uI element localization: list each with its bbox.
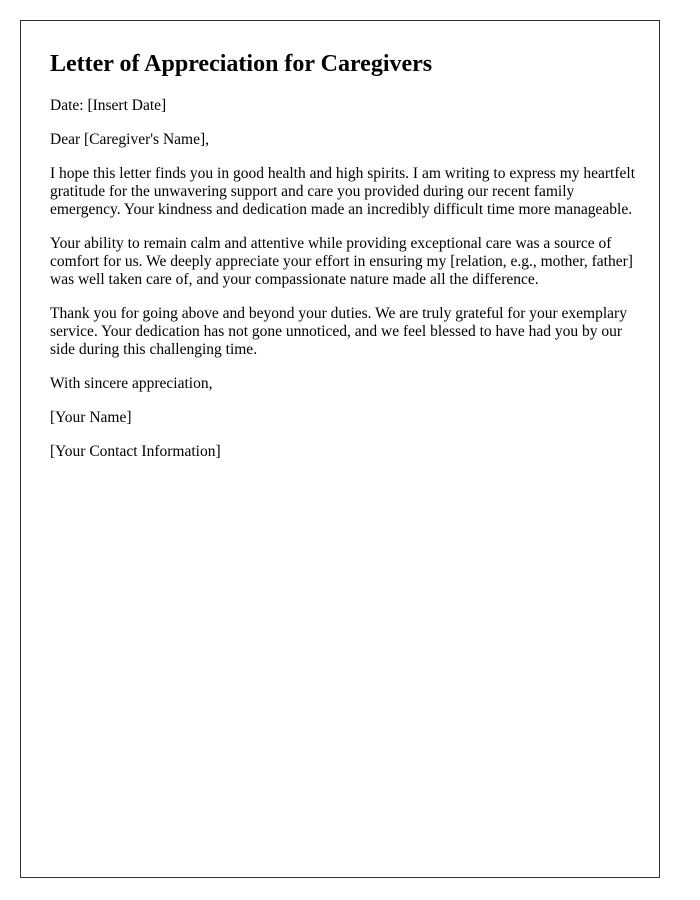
letter-paragraph-2: Your ability to remain calm and attentive while providing exceptional care was a source of comfort for us. We deeply appreciate your effort in ensuring my [relation, e.g., mother, father] was well taken care of, and your compassionate nature made all the difference. — [50, 235, 633, 288]
letter-page — [20, 20, 660, 878]
signature-contact: [Your Contact Information] — [50, 443, 221, 460]
letter-title: Letter of Appreciation for Caregivers — [50, 51, 433, 77]
letter-salutation: Dear [Caregiver's Name], — [50, 131, 210, 148]
signature-name: [Your Name] — [50, 409, 132, 426]
letter-date: Date: [Insert Date] — [50, 97, 167, 114]
letter-paragraph-3: Thank you for going above and beyond your duties. We are truly grateful for your exemplary service. Your dedication has not gone unnoticed, and we feel blessed to have had you by our side during this challenging time. — [50, 305, 627, 358]
letter-closing: With sincere appreciation, — [50, 375, 213, 392]
letter-paragraph-1: I hope this letter finds you in good health and high spirits. I am writing to express my heartfelt gratitude for the unwavering support and care you provided during our recent family emergency. Your kindness and dedication made an incredibly difficult time more manageable. — [50, 165, 636, 218]
letter-content — [50, 49, 635, 477]
